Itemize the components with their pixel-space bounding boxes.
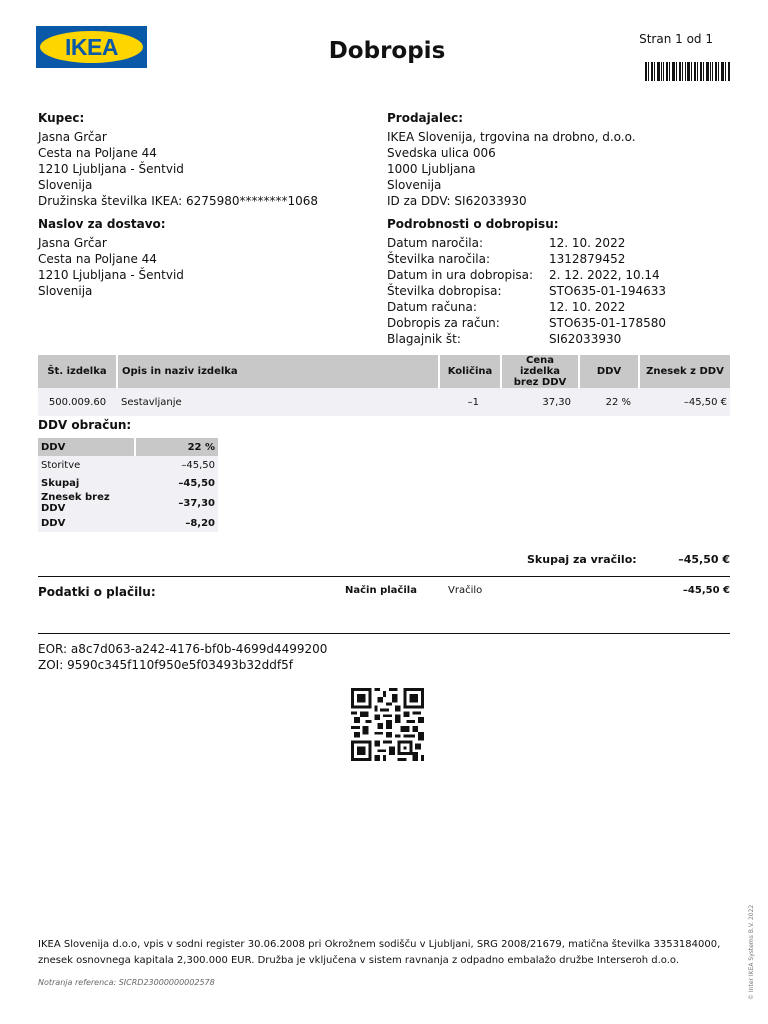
buyer-city: 1210 Ljubljana - Šentvid [38,162,184,176]
internal-reference: Notranja referenca: SICRD23000000002578 [38,978,215,987]
details-row [387,267,666,283]
buyer-street: Cesta na Poljane 44 [38,146,157,160]
delivery-name: Jasna Grčar [38,236,107,250]
details-value: 2. 12. 2022, 10.14 [549,268,660,282]
delivery-city: 1210 Ljubljana - Šentvid [38,268,184,282]
details-row [387,331,666,347]
details-label: Številka naročila: [387,252,491,266]
details-label: Številka dobropisa: [387,284,502,298]
seller-heading: Prodajalec: [387,111,464,125]
col-item-number: Št. izdelka [38,355,117,388]
logo-text: IKEA [65,34,118,60]
vat-row-value: –37,30 [135,492,218,514]
col-price-excl-vat: Cena izdelka brez DDV [501,355,579,388]
details-row [387,283,666,299]
page-number: Stran 1 od 1 [639,32,713,46]
details-value: STO635-01-178580 [549,316,667,330]
items-header-row [38,355,730,388]
buyer-name: Jasna Grčar [38,130,107,144]
zoi-code: ZOI: 9590c345f110f950e5f03493b32ddf5f [38,658,293,672]
payment-method-value: Vračilo [448,585,483,596]
payment-amount: –45,50 € [682,585,730,596]
item-code: 500.009.60 [38,388,117,416]
seller-city: 1000 Ljubljana [387,162,476,176]
details-label: Datum in ura dobropisa: [387,268,534,282]
seller-country: Slovenija [387,178,442,192]
details-row [387,315,666,331]
eor-code: EOR: a8c7d063-a242-4176-bf0b-4699d4499200 [38,642,328,656]
divider [38,576,730,577]
details-value: 12. 10. 2022 [549,300,626,314]
divider [38,633,730,634]
qr-code-icon [351,688,424,761]
col-vat: DDV [579,355,639,388]
barcode-icon [645,62,730,81]
details-row [387,251,666,267]
buyer-country: Slovenija [38,178,93,192]
payment-method-label: Način plačila [345,585,417,596]
vat-row-value: –8,20 [135,514,218,532]
vat-calc-heading: DDV obračun: [38,418,132,432]
vat-row-label: Znesek brez DDV [38,492,135,514]
table-row [38,388,730,416]
item-description: Sestavljanje [117,388,439,416]
seller-section [387,111,636,209]
table-row [38,474,218,492]
details-value: SI62033930 [549,332,622,346]
delivery-section [38,217,184,299]
details-label: Datum računa: [387,300,477,314]
copyright-notice: © Inter IKEA Systems B.V. 2022 [748,904,755,1000]
item-amount: –45,50 € [639,388,730,416]
details-label: Blagajnik št: [387,332,461,346]
seller-name: IKEA Slovenija, trgovina na drobno, d.o.o. [387,130,636,144]
vat-head-rate: 22 % [135,438,218,456]
buyer-section [38,111,318,209]
col-quantity: Količina [439,355,501,388]
details-label: Datum naročila: [387,236,484,250]
items-table [38,355,730,416]
item-price: 37,30 [501,388,579,416]
delivery-heading: Naslov za dostavo: [38,217,166,231]
document-title: Dobropis [328,38,446,64]
table-row [38,456,218,474]
vat-head-label: DDV [38,438,135,456]
col-description: Opis in naziv izdelka [117,355,439,388]
vat-row-label: Storitve [38,456,135,474]
buyer-family-number: Družinska številka IKEA: 6275980********1068 [38,194,319,208]
seller-street: Svedska ulica 006 [387,146,496,160]
col-amount-incl-vat: Znesek z DDV [639,355,730,388]
vat-row-label: DDV [38,514,135,532]
item-vat: 22 % [579,388,639,416]
payment-heading: Podatki o plačilu: [38,585,156,599]
vat-calc-table [38,438,218,532]
details-label: Dobropis za račun: [387,316,500,330]
table-row [38,492,218,514]
details-heading: Podrobnosti o dobropisu: [387,217,559,231]
buyer-heading: Kupec: [38,111,85,125]
total-label: Skupaj za vračilo: [527,553,637,566]
details-value: 1312879452 [549,252,626,266]
item-quantity: –1 [439,388,501,416]
details-row [387,235,666,251]
seller-vat-id: ID za DDV: SI62033930 [387,194,527,208]
total-value: –45,50 € [678,553,730,566]
details-row [387,299,666,315]
vat-head-row [38,438,218,456]
credit-note-details [387,217,666,347]
table-row [38,514,218,532]
delivery-street: Cesta na Poljane 44 [38,252,157,266]
vat-row-value: –45,50 [135,474,218,492]
delivery-country: Slovenija [38,284,93,298]
details-value: 12. 10. 2022 [549,236,626,250]
vat-row-label: Skupaj [38,474,135,492]
vat-row-value: –45,50 [135,456,218,474]
details-value: STO635-01-194633 [549,284,667,298]
company-footer: IKEA Slovenija d.o.o, vpis v sodni register 30.06.2008 pri Okrožnem sodišču v Ljubljani, SRG 2008/21679, matična številka 3353184000, znesek osnovnega kapitala 2,300.000 EUR. Družba je vključena v sistem ravnanja z odpadno embalažo družbe Interseroh d.o.o. [38,939,721,966]
